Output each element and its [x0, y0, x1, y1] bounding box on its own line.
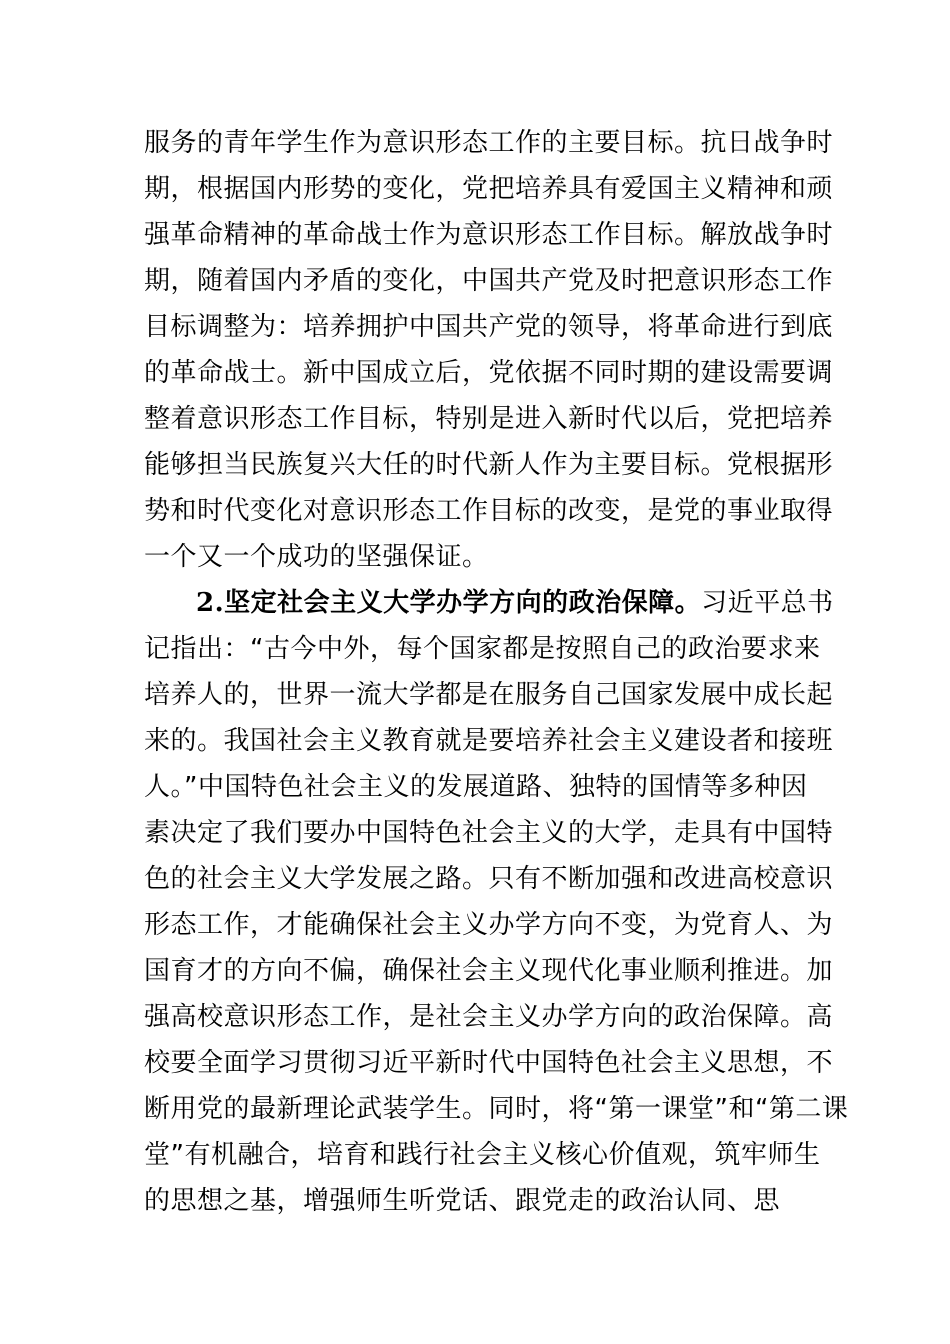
text-line: 势和时代变化对意识形态工作目标的改变，是党的事业取得 — [144, 496, 834, 526]
text-line: 强高校意识形态工作，是社会主义办学方向的政治保障。高 — [144, 1002, 834, 1032]
text-line: 记指出：“古今中外，每个国家都是按照自己的政治要求来 — [144, 634, 821, 664]
text-line: 期，根据国内形势的变化，党把培养具有爱国主义精神和顽 — [144, 174, 834, 204]
text-line: 的革命战士。新中国成立后，党依据不同时期的建设需要调 — [144, 358, 834, 388]
text-line: 形态工作，才能确保社会主义办学方向不变，为党育人、为 — [144, 910, 834, 940]
text-line: 来的。我国社会主义教育就是要培养社会主义建设者和接班 — [144, 726, 834, 756]
text-line: 的思想之基，增强师生听党话、跟党走的政治认同、思 — [144, 1186, 781, 1216]
text-line: 强革命精神的革命战士作为意识形态工作目标。解放战争时 — [144, 220, 834, 250]
text-line: 服务的青年学生作为意识形态工作的主要目标。抗日战争时 — [144, 128, 834, 158]
text-line: 培养人的，世界一流大学都是在服务自己国家发展中成长起 — [144, 680, 834, 710]
text-line: 整着意识形态工作目标，特别是进入新时代以后，党把培养 — [144, 404, 834, 434]
text-line: 堂”有机融合，培育和践行社会主义核心价值观，筑牢师生 — [144, 1140, 821, 1170]
text-line: 素决定了我们要办中国特色社会主义的大学，走具有中国特 — [144, 818, 834, 848]
section-heading: 2.坚定社会主义大学办学方向的政治保障。 — [196, 588, 702, 618]
text-line: 国育才的方向不偏，确保社会主义现代化事业顺利推进。加 — [144, 956, 834, 986]
paragraph-1 — [144, 120, 834, 580]
body-text — [144, 120, 849, 1224]
text-line: 期，随着国内矛盾的变化，中国共产党及时把意识形态工作 — [144, 266, 834, 296]
text-line: 一个又一个成功的坚强保证。 — [144, 542, 489, 572]
text-line: 人。”中国特色社会主义的发展道路、独特的国情等多种因 — [144, 772, 808, 802]
text-line: 断用党的最新理论武装学生。同时，将“第一课堂”和“第二课 — [144, 1094, 849, 1124]
paragraph-2 — [144, 580, 849, 1224]
text-line: 校要全面学习贯彻习近平新时代中国特色社会主义思想，不 — [144, 1048, 834, 1078]
text-line: 能够担当民族复兴大任的时代新人作为主要目标。党根据形 — [144, 450, 834, 480]
text-line-first — [144, 580, 834, 626]
text-line: 目标调整为：培养拥护中国共产党的领导，将革命进行到底 — [144, 312, 834, 342]
text-line: 色的社会主义大学发展之路。只有不断加强和改进高校意识 — [144, 864, 834, 894]
heading-continuation: 习近平总书 — [701, 588, 834, 618]
